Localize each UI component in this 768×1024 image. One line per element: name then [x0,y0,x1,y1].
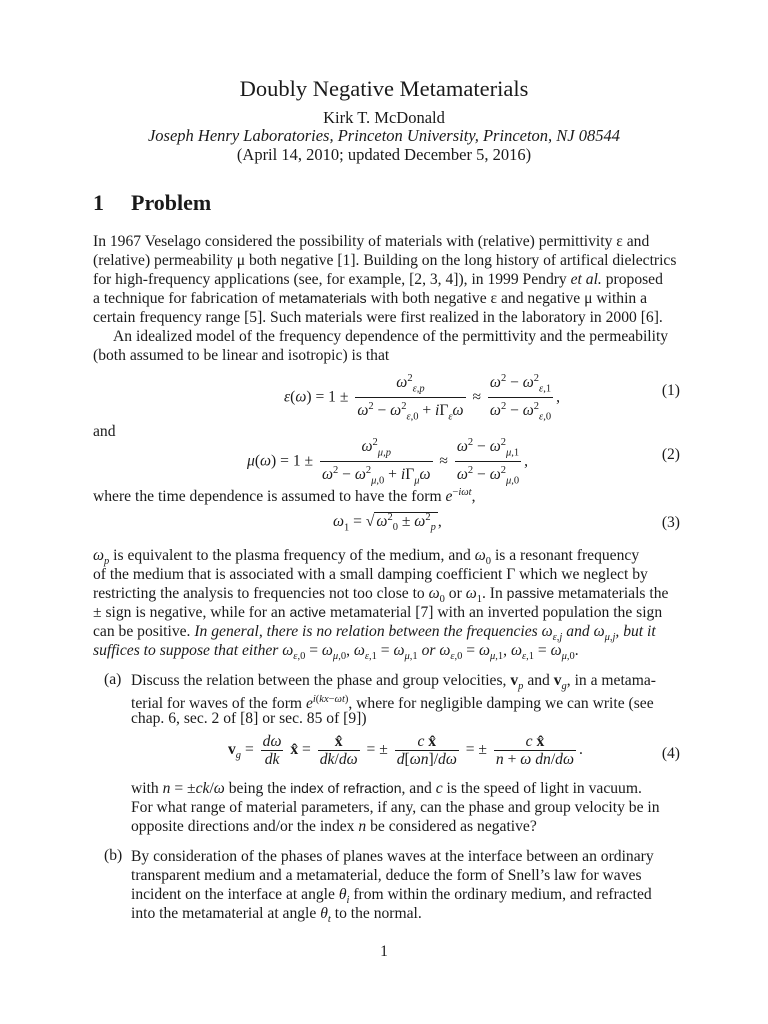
para3-line4: ± sign is negative, while for an active metamaterial [7] with an inverted population the sign [93,604,663,621]
equation-number-3: (3) [661,514,680,531]
paper-dates: (April 14, 2010; updated December 5, 2016) [236,145,532,164]
equation-4: $v_g$ = $\frac{d\omega}{dk}$ x̂ = $\frac{x̂}{dk/d\omega}$ = ± $\frac{\text{c x̂}}{d[\omega n]/d\omega}$ = ± $\frac{\text{c x̂}}{\text{n + ω dn/dω}}$ . [228,733,583,768]
item-b-label: (b) [104,847,123,864]
para1-line1: In 1967 Veselago considered the possibility of materials with (relative) permittivity ε and [93,233,650,250]
time-dependence-line: where the time dependence is assumed to have the form $e^{-i\omega t}$, [93,487,476,506]
para3-line1: $\omega_p$ is equivalent to the plasma frequency of the medium, and $\omega_0$ is a resonant frequency [93,547,640,568]
para1-line4: a technique for fabrication of metamaterials with both negative ε and negative μ within a [93,290,648,307]
para3-line3: restricting the analysis to frequencies not too close to $\omega_0$ or $\omega_1$. In passive metamaterials the [93,585,669,606]
equation-3: $\omega_1$ = √ $\omega^2_0 \pm \omega^2_p$ , [333,512,442,534]
para2-line2: (both assumed to be linear and isotropic) is that [93,347,390,364]
equation-number-2: (2) [661,446,680,463]
equation-number-4: (4) [661,745,680,762]
and-text: and [93,423,116,440]
term-passive: passive [506,585,555,601]
et-al: et al. [570,271,602,288]
para3-line6: suffices to suppose that either $\omega_{\varepsilon,0} = \omega_{\mu,0}$, $\omega_{\varepsilon,1} = \omega_{\mu,1}$ or $\omega_{\varepsilon,0} = \omega_{\mu,1}$, $\omega_{\varepsilon,1} = \omega_{\mu,0}$. [93,642,579,663]
para1-line3: for high-frequency applications (see, for example, [2, 3, 4]), in 1999 Pendry et al. proposed [93,271,663,288]
item-a-after-line1: with n = ±ck/ω being the index of refraction, and c is the speed of light in vacuum. [131,780,642,797]
author-affiliation: Joseph Henry Laboratories, Princeton University, Princeton, NJ 08544 [147,126,620,145]
term-metamaterials: metamaterials [278,290,367,306]
term-active: active [289,604,327,620]
item-b-line1: By consideration of the phases of planes waves at the interface between an ordinary [131,848,654,865]
equation-2: μ(ω) = 1 ± $\frac{\omega^2_{\mu,p}}{\omega^2 - \omega^2_{\mu,0} + i\Gamma_\mu\omega}$ ≈ $\frac{\omega^2 - \omega^2_{\mu,1}}{\omega^2 - \omega^2_{\mu,0}}$ , [247,434,528,490]
para1-line2: (relative) permeability μ both negative [1]. Building on the long history of artifical dielectrics [93,252,677,269]
para2-line1: An idealized model of the frequency dependence of the permittivity and the permeability [113,328,669,345]
item-b-line2: transparent medium and a metamaterial, deduce the form of Snell’s law for waves [131,867,642,884]
item-a-line2: terial for waves of the form $e^{i(kx-\omega t)}$, where for negligible damping we can write (see [131,694,654,713]
para3-line2: of the medium that is associated with a small damping coefficient Γ which we neglect by [93,566,648,583]
author-name: Kirk T. McDonald [323,108,445,127]
section-heading [93,190,211,216]
item-b-line3: incident on the interface at angle $\theta_i$ from within the ordinary medium, and refracted [131,886,652,907]
section-number: 1 [93,190,104,215]
item-a-line1: Discuss the relation between the phase and group velocities, $v_p$ and $v_g$, in a metama- [131,672,656,693]
paper-title: Doubly Negative Metamaterials [239,76,529,101]
item-a-label: (a) [104,671,122,688]
equation-1: ε(ω) = 1 ± $\frac{\omega^2_{\varepsilon,p}}{\omega^2 - \omega^2_{\varepsilon,0} + i\Gamma_\varepsilon\omega}$ ≈ $\frac{\omega^2 - \omega^2_{\varepsilon,1}}{\omega^2 - \omega^2_{\varepsilon,0}}$ , [284,370,560,426]
term-index-of-refraction: index of refraction [290,780,402,796]
section-title: Problem [131,190,212,215]
item-a-after-line3: opposite directions and/or the index n be considered as negative? [131,818,537,835]
item-a-line3: chap. 6, sec. 2 of [8] or sec. 85 of [9]) [131,710,367,727]
item-a-after-line2: For what range of material parameters, if any, can the phase and group velocity be in [131,799,660,816]
page-number: 1 [380,943,388,960]
equation-number-1: (1) [661,382,680,399]
item-b-line4: into the metamaterial at angle $\theta_t$ to the normal. [131,905,422,926]
para1-line5: certain frequency range [5]. Such materials were first realized in the laboratory in 2000 [6]. [93,309,663,326]
para3-line5: can be positive. In general, there is no relation between the frequencies $\omega_{\varepsilon,j}$ and $\omega_{\mu,j}$, but it [93,623,656,644]
